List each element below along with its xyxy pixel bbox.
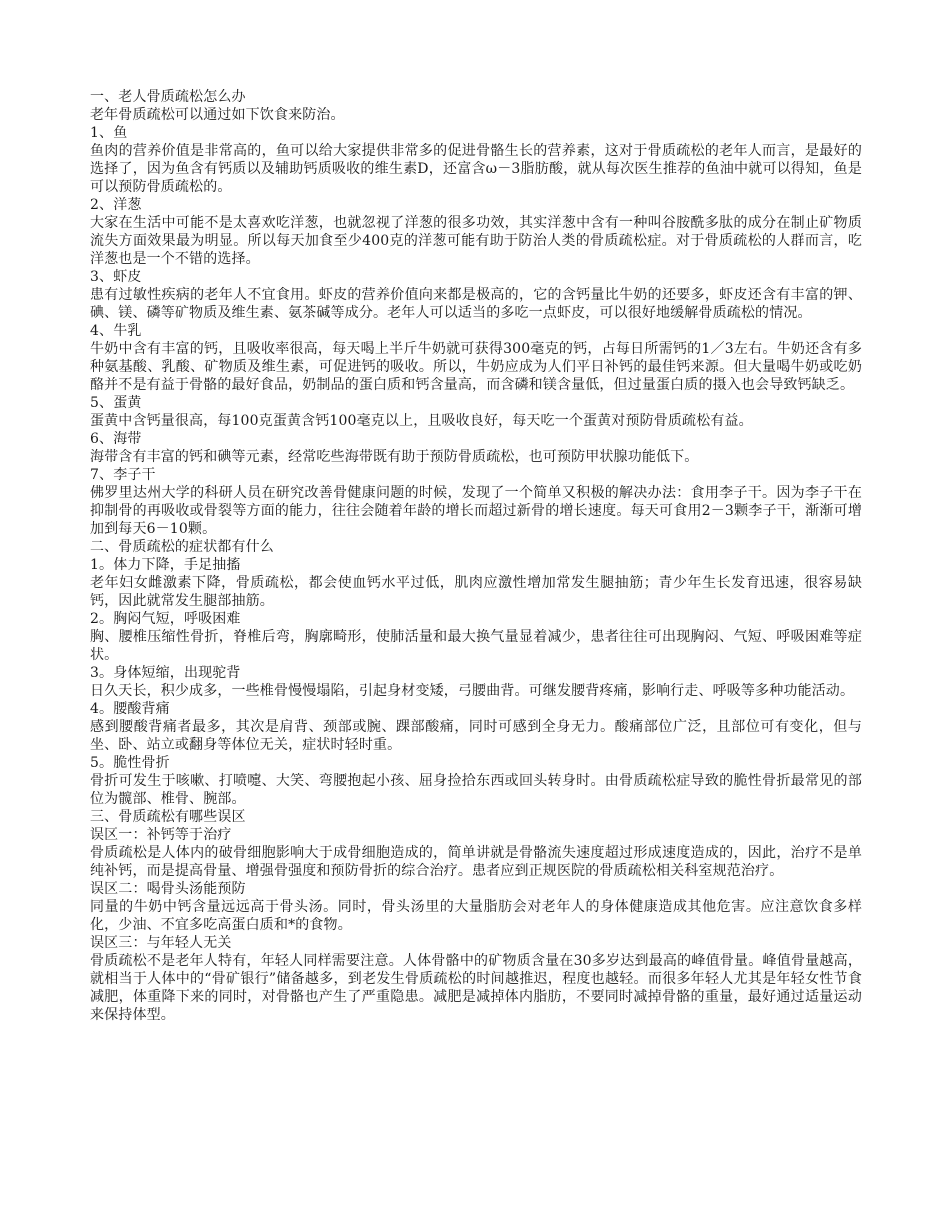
myth-heading-1: 误区一：补钙等于治疗 xyxy=(90,827,232,843)
item-heading-shrimp-skin: 3、虾皮 xyxy=(90,269,142,285)
paragraph: 感到腰酸背痛者最多，其次是肩背、颈部或腕、踝部酸痛，同时可感到全身无力。酸痛部位广泛，且部位可有变化，但与坐、卧、站立或翻身等体位无关，症状时轻时重。 xyxy=(90,719,862,753)
myth-heading-2: 误区二：喝骨头汤能预防 xyxy=(90,881,246,897)
paragraph: 海带含有丰富的钙和碘等元素，经常吃些海带既有助于预防骨质疏松，也可预防甲状腺功能低下。 xyxy=(90,449,699,465)
symptom-heading-4: 4。腰酸背痛 xyxy=(90,701,170,717)
paragraph: 佛罗里达州大学的科研人员在研究改善骨健康问题的时候，发现了一个简单又积极的解决办法：食用李子干。因为李子干在抑制骨的再吸收或骨裂等方面的能力，往往会随着年龄的增长而超过新骨的增长速度。每天可食用2－3颗李子干，渐渐可增加到每天6－10颗。 xyxy=(90,485,862,537)
document-body xyxy=(90,88,862,1024)
paragraph: 胸、腰椎压缩性骨折，脊椎后弯，胸廓畸形，使肺活量和最大换气量显着减少，患者往往可出现胸闷、气短、呼吸困难等症状。 xyxy=(90,629,862,663)
paragraph: 鱼肉的营养价值是非常高的，鱼可以给大家提供非常多的促进骨骼生长的营养素，这对于骨质疏松的老年人而言，是最好的选择了，因为鱼含有钙质以及辅助钙质吸收的维生素D，还富含ω－3脂肪酸，就从每次医生推荐的鱼油中就可以得知，鱼是可以预防骨质疏松的。 xyxy=(90,143,862,195)
paragraph: 日久天长，积少成多，一些椎骨慢慢塌陷，引起身材变矮，弓腰曲背。可继发腰背疼痛，影响行走、呼吸等多种功能活动。 xyxy=(90,683,855,699)
item-heading-kelp: 6、海带 xyxy=(90,431,142,447)
item-heading-fish: 1、鱼 xyxy=(90,125,128,141)
paragraph: 蛋黄中含钙量很高，每100克蛋黄含钙100毫克以上，且吸收良好，每天吃一个蛋黄对预防骨质疏松有益。 xyxy=(90,413,753,429)
paragraph: 老年妇女雌激素下降，骨质疏松，都会使血钙水平过低，肌肉应激性增加常发生腿抽筋；青少年生长发育迅速，很容易缺钙，因此就常发生腿部抽筋。 xyxy=(90,575,862,609)
paragraph: 骨质疏松不是老年人特有，年轻人同样需要注意。人体骨骼中的矿物质含量在30多岁达到最高的峰值骨量。峰值骨量越高，就相当于人体中的“骨矿银行”储备越多，到老发生骨质疏松的时间越推迟，程度也越轻。而很多年轻人尤其是年轻女性节食减肥，体重降下来的同时，对骨骼也产生了严重隐患。减肥是减掉体内脂肪，不要同时减掉骨骼的重量，最好通过适量运动来保持体型。 xyxy=(90,953,862,1023)
symptom-heading-2: 2。胸闷气短，呼吸困难 xyxy=(90,611,241,627)
item-heading-milk: 4、牛乳 xyxy=(90,323,142,339)
paragraph: 同量的牛奶中钙含量远远高于骨头汤。同时，骨头汤里的大量脂肪会对老年人的身体健康造成其他危害。应注意饮食多样化，少油、不宜多吃高蛋白质和*的食物。 xyxy=(90,899,862,933)
paragraph: 牛奶中含有丰富的钙，且吸收率很高，每天喝上半斤牛奶就可获得300毫克的钙，占每日所需钙的1／3左右。牛奶还含有多种氨基酸、乳酸、矿物质及维生素，可促进钙的吸收。所以，牛奶应成为人们平日补钙的最佳钙来源。但大量喝牛奶或吃奶酪并不是有益于骨骼的最好食品，奶制品的蛋白质和钙含量高，而含磷和镁含量低，但过量蛋白质的摄入也会导致钙缺乏。 xyxy=(90,341,862,393)
paragraph: 患有过敏性疾病的老年人不宜食用。虾皮的营养价值向来都是极高的，它的含钙量比牛奶的还要多，虾皮还含有丰富的钾、碘、镁、磷等矿物质及维生素、氨茶碱等成分。老年人可以适当的多吃一点虾皮，可以很好地缓解骨质疏松的情况。 xyxy=(90,287,862,321)
section-heading-2: 二、骨质疏松的症状都有什么 xyxy=(90,539,274,555)
section-heading-3: 三、骨质疏松有哪些误区 xyxy=(90,809,246,825)
paragraph: 骨折可发生于咳嗽、打喷嚏、大笑、弯腰抱起小孩、屈身捡拾东西或回头转身时。由骨质疏松症导致的脆性骨折最常见的部位为髋部、椎骨、腕部。 xyxy=(90,773,862,807)
myth-heading-3: 误区三：与年轻人无关 xyxy=(90,935,232,951)
paragraph: 骨质疏松是人体内的破骨细胞影响大于成骨细胞造成的，简单讲就是骨骼流失速度超过形成速度造成的，因此，治疗不是单纯补钙，而是提高骨量、增强骨强度和预防骨折的综合治疗。患者应到正规医院的骨质疏松相关科室规范治疗。 xyxy=(90,845,862,879)
section-heading-1: 一、老人骨质疏松怎么办 xyxy=(90,89,246,105)
symptom-heading-1: 1。体力下降，手足抽搐 xyxy=(90,557,241,573)
paragraph: 老年骨质疏松可以通过如下饮食来防治。 xyxy=(90,107,345,123)
item-heading-onion: 2、洋葱 xyxy=(90,197,142,213)
symptom-heading-3: 3。身体短缩，出现驼背 xyxy=(90,665,241,681)
paragraph: 大家在生活中可能不是太喜欢吃洋葱，也就忽视了洋葱的很多功效，其实洋葱中含有一种叫谷胺酰多肽的成分在制止矿物质流失方面效果最为明显。所以每天加食至少400克的洋葱可能有助于防治人类的骨质疏松症。对于骨质疏松的人群而言，吃洋葱也是一个不错的选择。 xyxy=(90,215,862,267)
symptom-heading-5: 5。脆性骨折 xyxy=(90,755,170,771)
item-heading-egg-yolk: 5、蛋黄 xyxy=(90,395,142,411)
item-heading-prunes: 7、李子干 xyxy=(90,467,156,483)
